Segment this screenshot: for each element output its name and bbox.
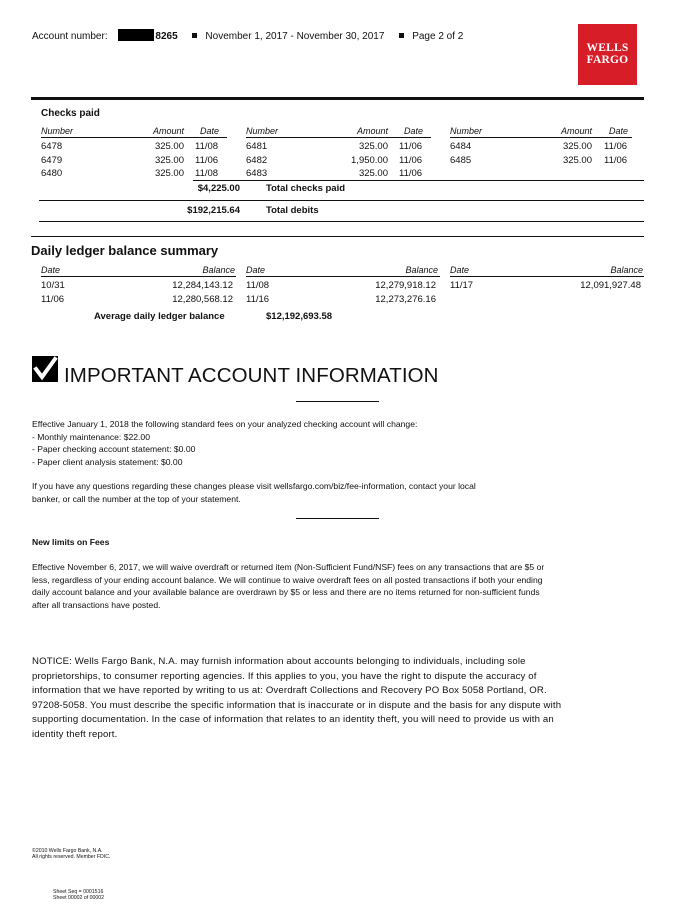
check-date: 11/06: [399, 168, 423, 179]
ledger-balance: 12,280,568.12: [172, 294, 233, 305]
header-underline: [41, 276, 236, 277]
credit-reporting-notice: NOTICE: Wells Fargo Bank, N.A. may furnish information about accounts belonging to individuals, including sole proprietorships, to consumer reporting agencies. If this applies to you, you have the right to dispute the accuracy of information that we have reported by writing to us at: Overdraft Collections and Recovery PO Box 5058 Portland, OR. 97208-5058. You must describe the specific information that is inaccurate or in dispute and the basis for any dispute with supporting documentation. In the case of information that relates to an identity theft, you will need to provide us with an identity theft report.: [32, 656, 562, 740]
ledger-date: 11/08: [246, 280, 270, 291]
avg-ledger-value: $12,192,693.58: [266, 311, 333, 322]
header-underline: [246, 137, 431, 138]
check-number: 6485: [450, 155, 472, 166]
redaction-block: [118, 29, 154, 41]
check-amount: 325.00: [562, 141, 592, 152]
col-header-amount: Amount: [356, 126, 388, 136]
fee-intro: Effective January 1, 2018 the following standard fees on your analyzed checking account will change:: [32, 419, 418, 429]
col-header-date: Date: [246, 265, 266, 275]
checkmark-icon: [32, 356, 58, 382]
account-number-label: Account number:: [32, 31, 108, 42]
ledger-date: 11/17: [450, 280, 474, 291]
check-date: 11/08: [195, 168, 219, 179]
total-checks-amount: $4,225.00: [197, 183, 240, 194]
total-debits-label: Total debits: [266, 205, 319, 216]
total-debits-rule: [39, 200, 644, 201]
sheet-sequence: Sheet Seq = 0001516 Sheet 00002 of 00002: [53, 889, 105, 901]
check-number: 6484: [450, 141, 472, 152]
col-header-date: Date: [200, 126, 220, 136]
ledger-date: 11/06: [41, 294, 65, 305]
ledger-title: Daily ledger balance summary: [31, 243, 219, 258]
col-header-amount: Amount: [560, 126, 592, 136]
header-underline: [450, 276, 644, 277]
total-rule: [193, 180, 644, 181]
short-divider: [296, 518, 379, 519]
bullet-square-icon: [399, 33, 404, 38]
col-header-date: Date: [404, 126, 424, 136]
check-amount: 325.00: [154, 141, 184, 152]
fee-item: - Paper checking account statement: $0.00: [32, 444, 196, 454]
avg-ledger-label: Average daily ledger balance: [94, 311, 225, 322]
col-header-balance: Balance: [405, 265, 438, 275]
col-header-number: Number: [41, 126, 74, 136]
col-header-amount: Amount: [152, 126, 184, 136]
total-checks-label: Total checks paid: [266, 183, 346, 194]
check-date: 11/06: [399, 155, 423, 166]
check-number: 6481: [246, 141, 268, 152]
check-number: 6478: [41, 141, 63, 152]
section-end-rule: [39, 221, 644, 222]
check-number: 6479: [41, 155, 63, 166]
section-divider: [31, 236, 644, 237]
col-header-number: Number: [246, 126, 279, 136]
page-number: Page 2 of 2: [412, 31, 464, 42]
check-date: 11/06: [604, 141, 628, 152]
header-underline: [246, 276, 440, 277]
col-header-date: Date: [41, 265, 61, 275]
wells-fargo-logo: WELLS FARGO: [578, 24, 637, 85]
statement-period: November 1, 2017 - November 30, 2017: [205, 31, 385, 42]
ledger-balance: 12,284,143.12: [172, 280, 233, 291]
col-header-number: Number: [450, 126, 483, 136]
header-underline: [41, 137, 227, 138]
ledger-date: 10/31: [41, 280, 65, 291]
ledger-balance: 12,091,927.48: [580, 280, 641, 291]
new-limits-title: New limits on Fees: [32, 537, 110, 547]
check-date: 11/06: [195, 155, 219, 166]
col-header-date: Date: [609, 126, 629, 136]
check-amount: 325.00: [154, 155, 184, 166]
check-amount: 325.00: [154, 168, 184, 179]
checks-paid-title: Checks paid: [41, 108, 100, 119]
check-date: 11/06: [399, 141, 423, 152]
ledger-balance: 12,279,918.12: [375, 280, 436, 291]
total-debits-amount: $192,215.64: [187, 205, 240, 216]
bullet-square-icon: [192, 33, 197, 38]
fee-questions: If you have any questions regarding these changes please visit wellsfargo.com/biz/fee-information, contact your local banker, or call the number at the top of your statement.: [32, 481, 476, 504]
short-divider: [296, 401, 379, 402]
col-header-balance: Balance: [610, 265, 643, 275]
col-header-date: Date: [450, 265, 470, 275]
new-limits-body: Effective November 6, 2017, we will waive overdraft or returned item (Non-Sufficient Fund/NSF) fees on any transactions that are $5 or less, regardless of your ending account balance. We will continue to waive overdraft fees on all posted transactions if both your ending daily account balance and your available balance are overdrawn by $5 or less and there are no items returned for non-sufficient funds after all transactions have posted.: [32, 562, 545, 610]
check-amount: 325.00: [562, 155, 592, 166]
fee-change-notice: [32, 418, 652, 468]
section-divider: [31, 97, 644, 100]
fee-item: - Monthly maintenance: $22.00: [32, 431, 150, 442]
check-number: 6480: [41, 168, 63, 179]
important-info-title: IMPORTANT ACCOUNT INFORMATION: [64, 364, 439, 387]
copyright: ©2010 Wells Fargo Bank, N.A. All rights reserved. Member FDIC.: [32, 848, 111, 860]
statement-header: [32, 29, 463, 42]
check-amount: 1,950.00: [351, 155, 388, 166]
check-amount: 325.00: [358, 168, 388, 179]
check-amount: 325.00: [358, 141, 388, 152]
ledger-balance: 12,273,276.16: [375, 294, 436, 305]
account-number-suffix: 8265: [155, 31, 178, 42]
check-number: 6483: [246, 168, 268, 179]
check-number: 6482: [246, 155, 268, 166]
fee-item: - Paper client analysis statement: $0.00: [32, 456, 183, 467]
col-header-balance: Balance: [202, 265, 235, 275]
check-date: 11/06: [604, 155, 628, 166]
header-underline: [450, 137, 632, 138]
check-date: 11/08: [195, 141, 219, 152]
ledger-date: 11/16: [246, 294, 270, 305]
